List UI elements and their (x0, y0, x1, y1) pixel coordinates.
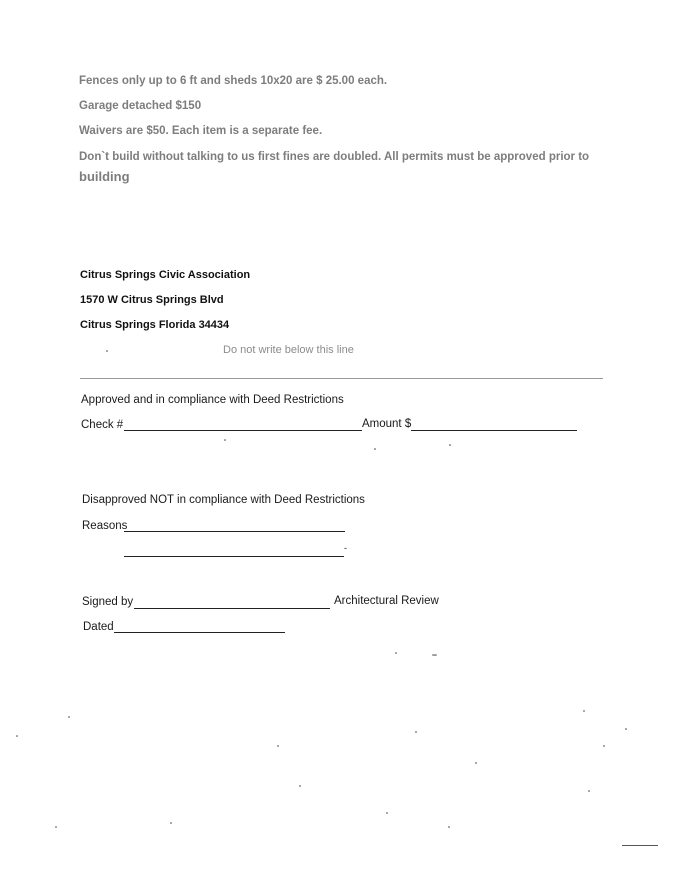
association-street: 1570 W Citrus Springs Blvd (80, 294, 224, 306)
scan-speck (625, 728, 627, 730)
scan-speck (55, 826, 57, 828)
scan-speck (475, 762, 477, 764)
waiver-fee-text: Waivers are $50. Each item is a separate fee. (79, 125, 323, 137)
scan-speck (106, 350, 108, 352)
reasons-field-line-1[interactable] (124, 531, 345, 532)
scan-speck (68, 716, 70, 718)
scan-speck (374, 448, 376, 450)
scan-speck (432, 654, 437, 656)
scan-speck (449, 444, 451, 446)
association-city: Citrus Springs Florida 34434 (80, 319, 230, 331)
scan-speck (224, 439, 226, 441)
divider-line (80, 378, 603, 379)
garage-fee-text: Garage detached $150 (79, 100, 202, 112)
build-warning-text-continued: building (79, 169, 130, 184)
reasons-line-dash: - (344, 543, 347, 553)
scan-mark (622, 845, 658, 846)
scan-speck (583, 710, 585, 712)
check-number-field[interactable] (124, 430, 362, 431)
dated-label: Dated (83, 621, 114, 633)
scan-speck (16, 735, 18, 737)
scan-speck (170, 822, 172, 824)
reasons-label: Reasons (82, 520, 128, 532)
amount-label: Amount $ (362, 418, 412, 430)
approved-heading: Approved and in compliance with Deed Restrictions (81, 394, 344, 406)
do-not-write-note: Do not write below this line (223, 344, 354, 356)
scan-speck (299, 785, 301, 787)
scan-speck (395, 652, 397, 654)
scan-speck (415, 731, 417, 733)
reasons-field-line-2[interactable] (124, 556, 344, 557)
signed-by-label: Signed by (82, 596, 134, 608)
architectural-review-label: Architectural Review (334, 595, 439, 607)
scan-speck (588, 790, 590, 792)
fence-shed-fee-text: Fences only up to 6 ft and sheds 10x20 are $ 25.00 each. (79, 75, 388, 87)
dated-field[interactable] (114, 632, 285, 633)
scan-speck (277, 745, 279, 747)
signed-by-field[interactable] (134, 608, 330, 609)
scan-speck (603, 745, 605, 747)
build-warning-text: Don`t build without talking to us first fines are doubled. All permits must be approved prior to (79, 151, 590, 163)
association-name: Citrus Springs Civic Association (80, 269, 251, 281)
amount-field[interactable] (411, 430, 577, 431)
check-number-label: Check # (81, 419, 124, 431)
disapproved-heading: Disapproved NOT in compliance with Deed Restrictions (82, 494, 365, 506)
scan-speck (386, 812, 388, 814)
scan-speck (448, 826, 450, 828)
